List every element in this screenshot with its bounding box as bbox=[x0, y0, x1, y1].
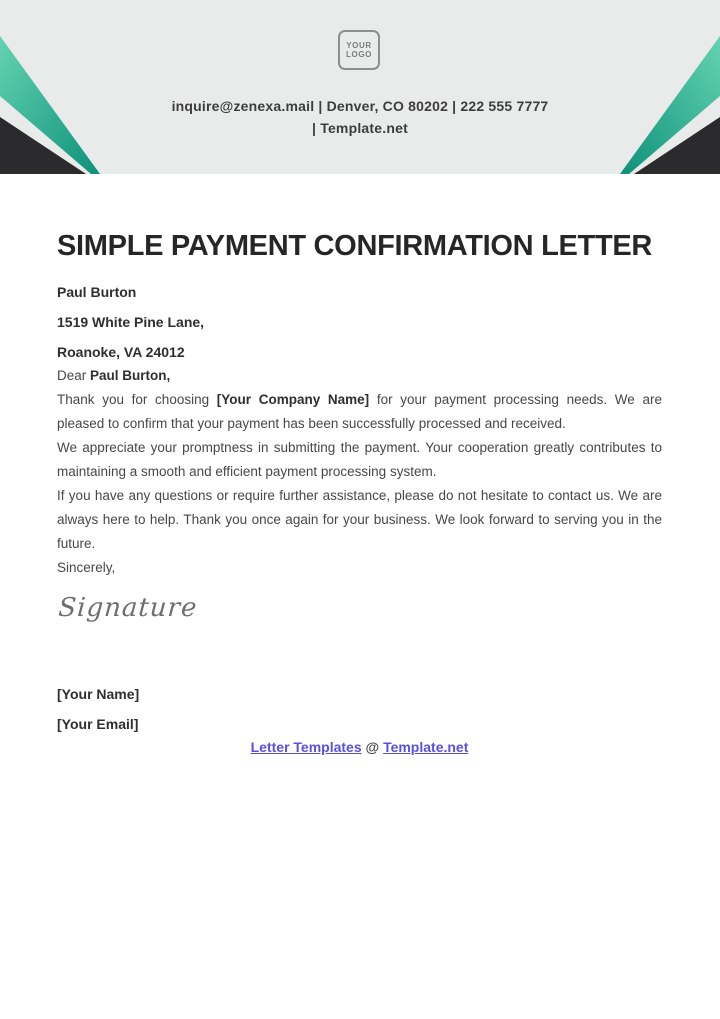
recipient-address-line1: 1519 White Pine Lane, bbox=[57, 314, 205, 330]
paragraph-3: If you have any questions or require further assistance, please do not hesitate to contact us. We are always here to help. Thank you once again for your business. We look forward to serving you in the future. bbox=[57, 488, 662, 551]
salutation-name: Paul Burton bbox=[90, 368, 167, 383]
paragraph-1-before: Thank you for choosing bbox=[57, 392, 217, 407]
logo-text-line2: LOGO bbox=[346, 50, 372, 59]
salutation bbox=[57, 364, 662, 388]
letter-title: SIMPLE PAYMENT CONFIRMATION LETTER bbox=[57, 230, 653, 262]
logo-placeholder bbox=[338, 30, 380, 70]
recipient-address-line2: Roanoke, VA 24012 bbox=[57, 344, 185, 360]
paragraph-1 bbox=[57, 388, 662, 436]
letter-templates-link[interactable]: Letter Templates bbox=[250, 739, 362, 755]
contact-line-1: inquire@zenexa.mail | Denver, CO 80202 | 222 555 7777 bbox=[171, 98, 549, 114]
paragraph-2: We appreciate your promptness in submitting the payment. Your cooperation greatly contributes to maintaining a smooth and efficient payment processing system. bbox=[57, 440, 662, 479]
recipient-address-block bbox=[57, 282, 662, 363]
paragraph-1-after: for your payment processing needs. We are pleased to confirm that your payment has been successfully processed and received. bbox=[57, 392, 662, 431]
letter-body bbox=[0, 230, 720, 757]
sender-name-placeholder: [Your Name] bbox=[57, 686, 140, 702]
sender-email-placeholder: [Your Email] bbox=[57, 716, 139, 732]
footer-attribution bbox=[57, 737, 662, 757]
logo-text-line1: YOUR bbox=[346, 41, 372, 50]
closing: Sincerely, bbox=[57, 560, 116, 575]
contact-info bbox=[0, 95, 720, 139]
letter-text-block bbox=[57, 364, 662, 580]
signature-script: Signature bbox=[57, 593, 199, 623]
salutation-prefix: Dear bbox=[57, 368, 91, 383]
header-decoration bbox=[0, 0, 720, 174]
footer-separator: @ bbox=[365, 739, 380, 755]
recipient-name: Paul Burton bbox=[57, 284, 137, 300]
salutation-suffix: , bbox=[166, 368, 171, 383]
contact-line-2: | Template.net bbox=[312, 120, 408, 136]
company-name-placeholder: [Your Company Name] bbox=[216, 392, 370, 407]
template-net-link[interactable]: Template.net bbox=[383, 739, 469, 755]
letterhead bbox=[0, 0, 720, 174]
